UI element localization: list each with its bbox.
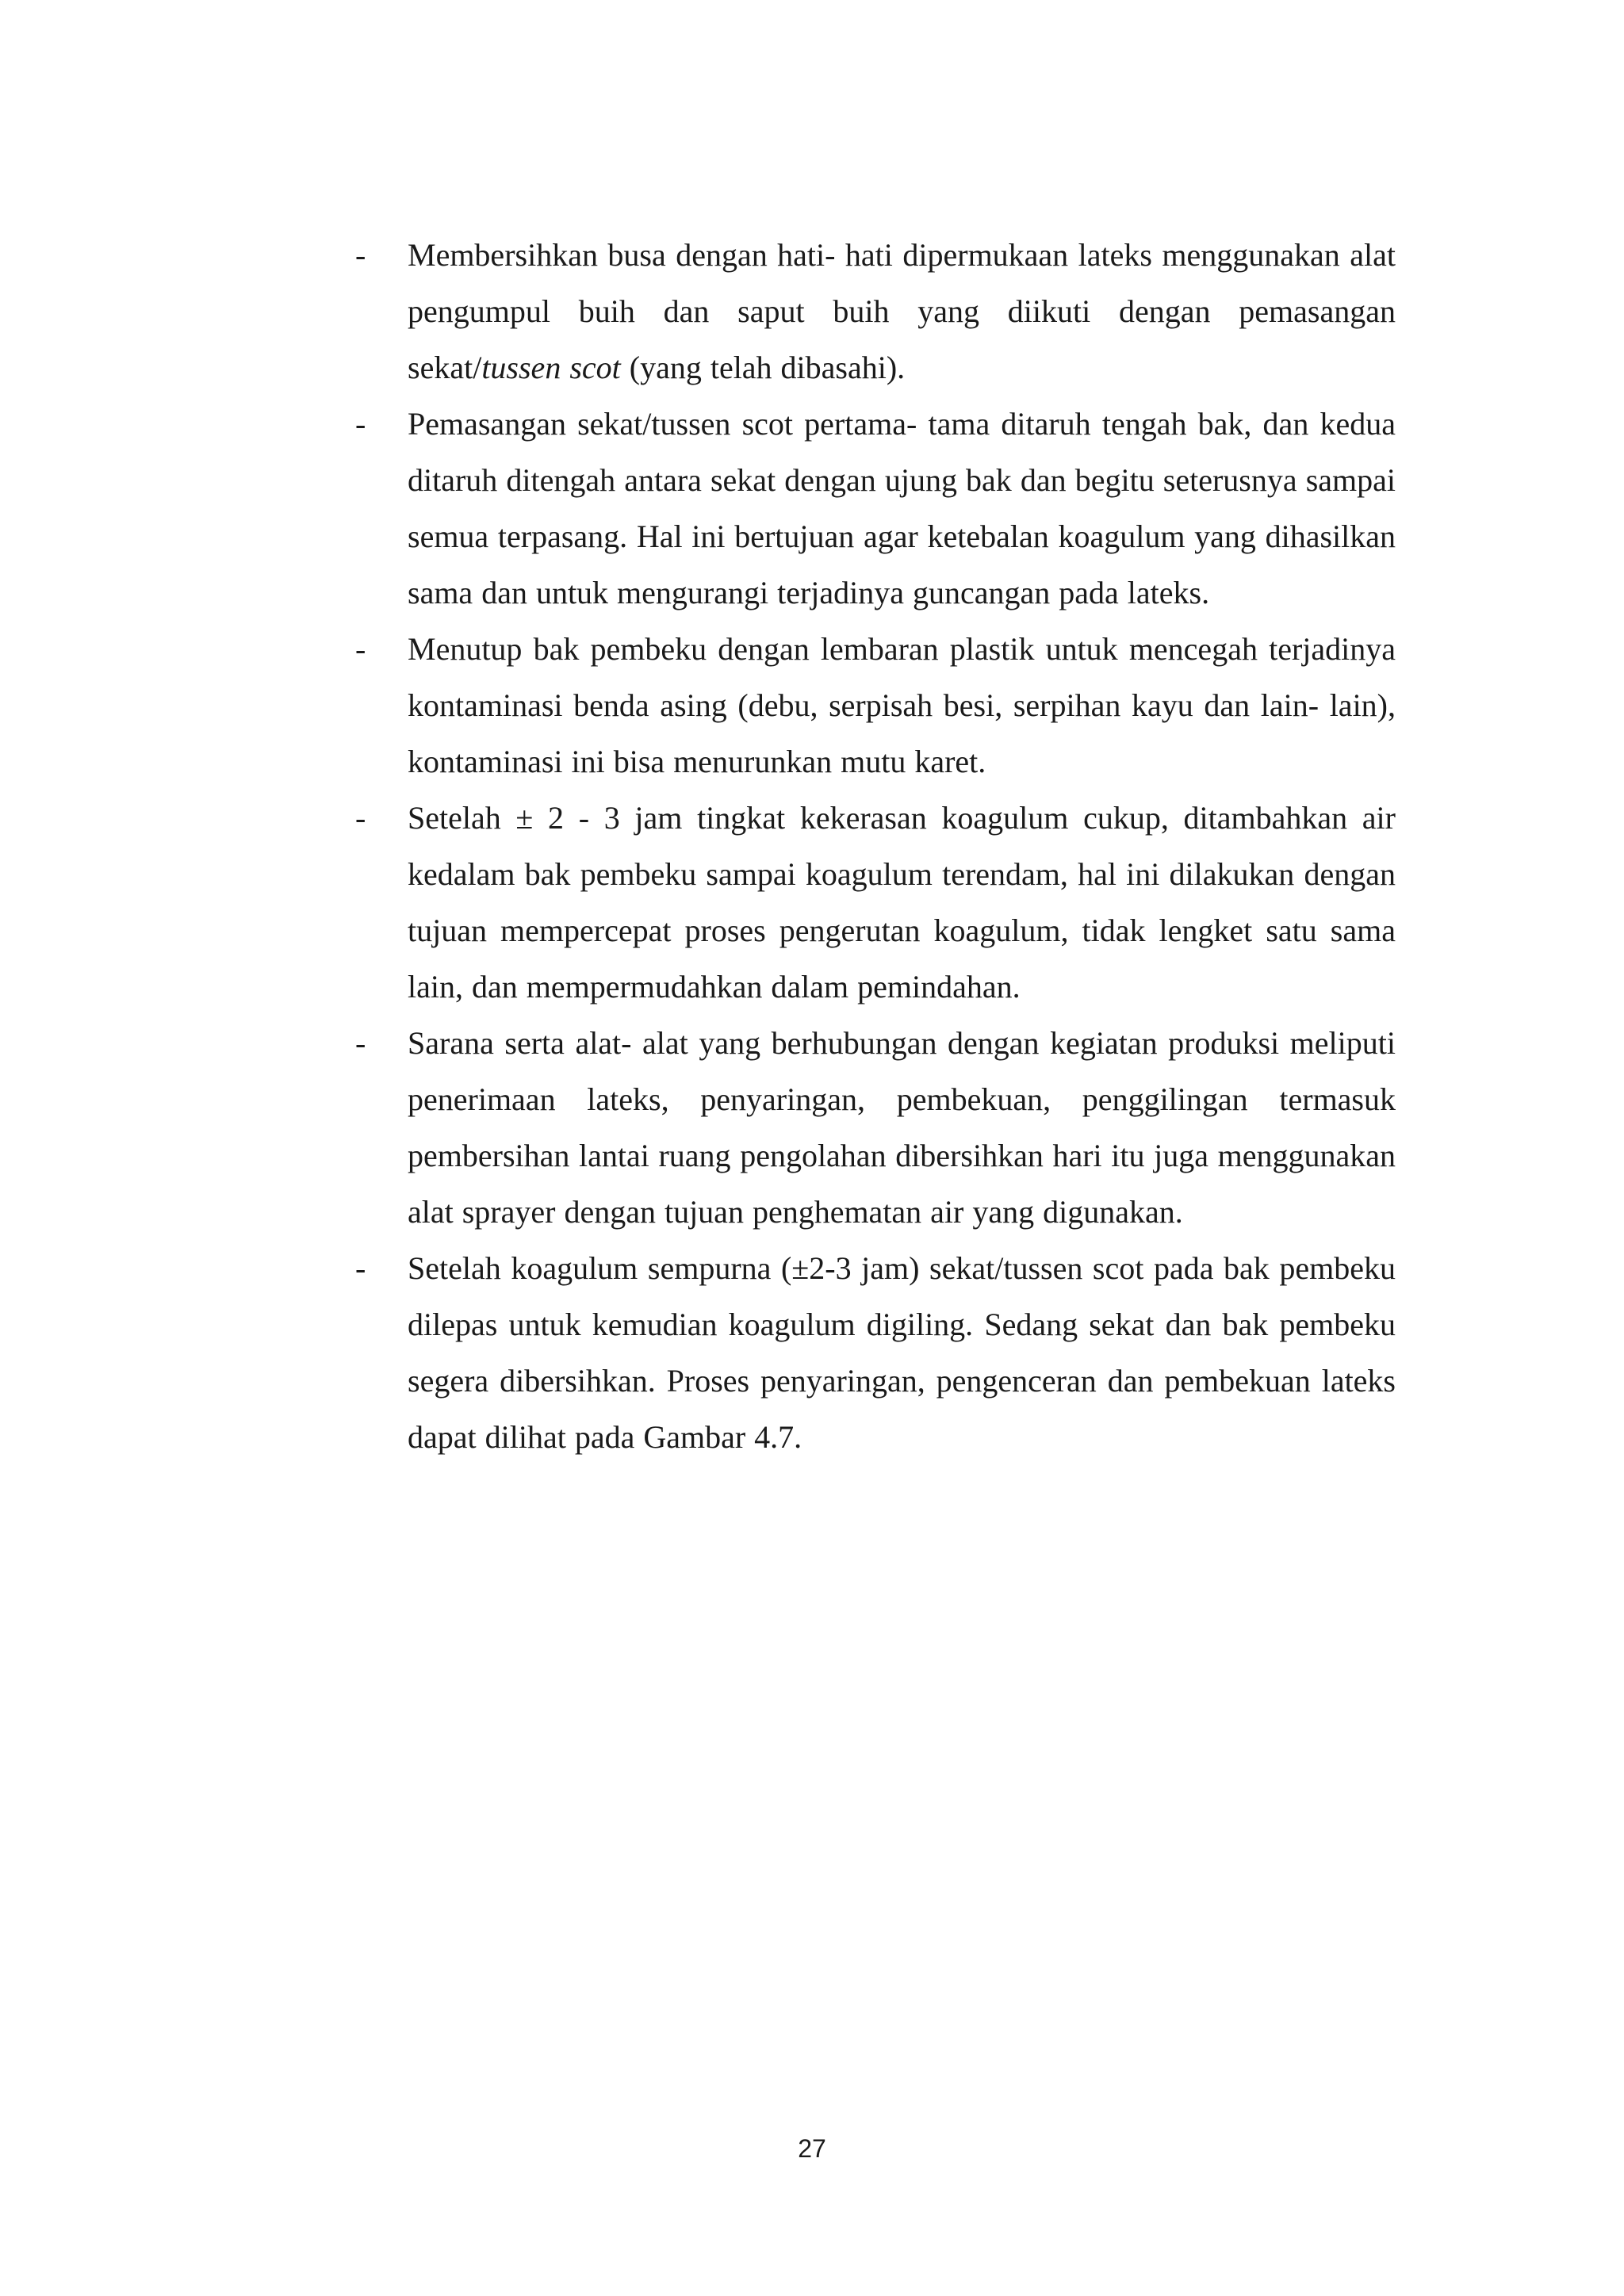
list-item-text: Sarana serta alat- alat yang berhubungan dengan kegiatan produksi meliputi penerimaan lateks, penyaringan, pembekuan, penggilingan termasuk pembersihan lantai ruang pengolahan dibersihkan hari itu juga menggunakan alat sprayer dengan tujuan penghematan air yang digunakan. bbox=[408, 1025, 1396, 1230]
italic-term: tussen scot bbox=[481, 350, 621, 385]
bullet-dash: - bbox=[355, 237, 366, 273]
bullet-list bbox=[355, 227, 1396, 1465]
page-number: 27 bbox=[798, 2134, 826, 2163]
bullet-dash: - bbox=[355, 406, 366, 442]
list-item-text: Setelah ± 2 - 3 jam tingkat kekerasan koagulum cukup, ditambahkan air kedalam bak pembeku sampai koagulum terendam, hal ini dilakukan dengan tujuan mempercepat proses pengerutan koagulum, tidak lengket satu sama lain, dan mempermudahkan dalam pemindahan. bbox=[408, 800, 1396, 1004]
bullet-dash: - bbox=[355, 631, 366, 667]
list-item bbox=[355, 227, 1396, 396]
list-item-text: Menutup bak pembeku dengan lembaran plastik untuk mencegah terjadinya kontaminasi benda asing (debu, serpisah besi, serpihan kayu dan lain- lain), kontaminasi ini bisa menurunkan mutu karet. bbox=[408, 631, 1396, 779]
bullet-dash: - bbox=[355, 800, 366, 836]
list-item bbox=[355, 396, 1396, 621]
list-item-text: Setelah koagulum sempurna (±2-3 jam) sekat/tussen scot pada bak pembeku dilepas untuk kemudian koagulum digiling. Sedang sekat dan bak pembeku segera dibersihkan. Proses penyaringan, pengenceran dan pembekuan lateks dapat dilihat pada Gambar 4.7. bbox=[408, 1250, 1396, 1455]
list-item bbox=[355, 790, 1396, 1015]
list-item-text: Pemasangan sekat/tussen scot pertama- tama ditaruh tengah bak, dan kedua ditaruh ditengah antara sekat dengan ujung bak dan begitu seterusnya sampai semua terpasang. Hal ini bertujuan agar ketebalan koagulum yang dihasilkan sama dan untuk mengurangi terjadinya guncangan pada lateks. bbox=[408, 406, 1396, 610]
list-item bbox=[355, 1015, 1396, 1240]
bullet-dash: - bbox=[355, 1250, 366, 1286]
list-item bbox=[355, 621, 1396, 790]
bullet-dash: - bbox=[355, 1025, 366, 1061]
list-item-text: Membersihkan busa dengan hati- hati dipermukaan lateks menggunakan alat pengumpul buih dan saput buih yang diikuti dengan pemasangan sekat/tussen scot (yang telah dibasahi). bbox=[408, 237, 1396, 385]
list-item bbox=[355, 1240, 1396, 1465]
